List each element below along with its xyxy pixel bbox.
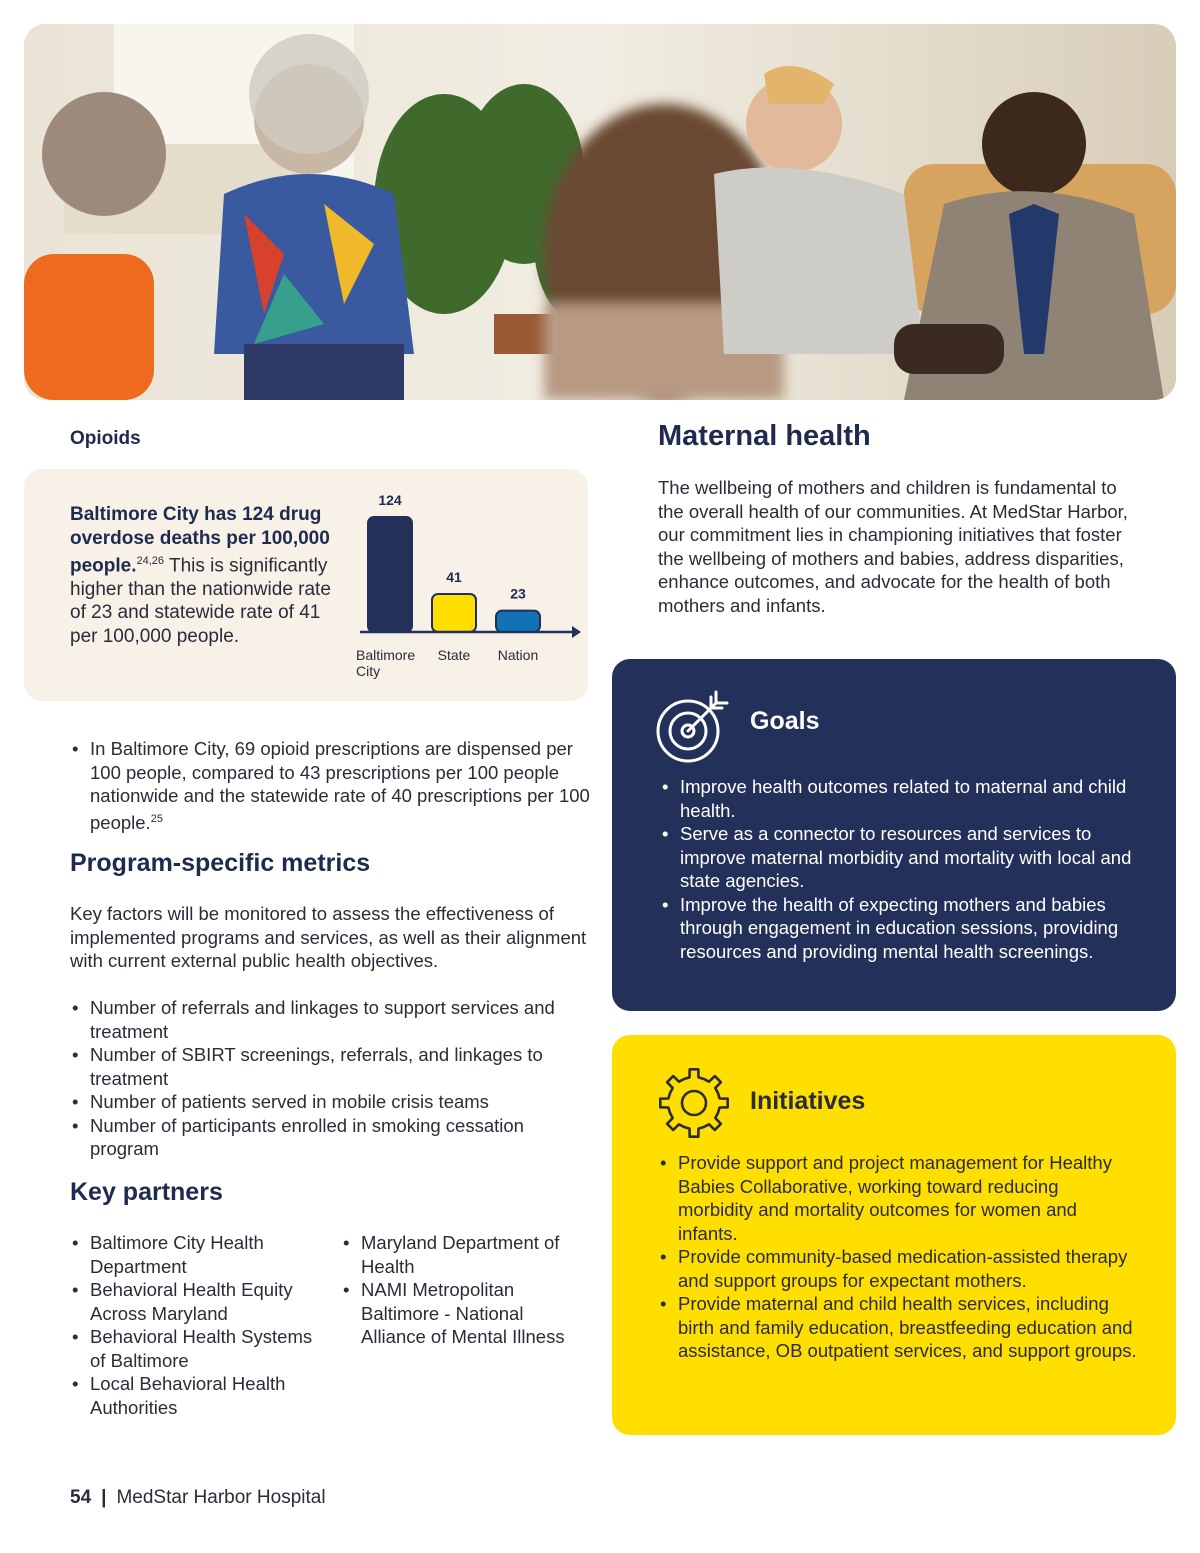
list-item: • Serve as a connector to resources and services to improve maternal morbidity and mortality with local and state agencies. [660,822,1140,893]
data-label-2: 23 [510,585,526,602]
target-icon [656,689,732,765]
footer-org: MedStar Harbor Hospital [116,1487,326,1508]
stat-citation: 24,26 [136,555,165,567]
initiatives-title: Initiatives [750,1087,866,1115]
list-item: • Provide maternal and child health services, including birth and family education, breastfeeding education and assistance, OB outpatient services, and support groups. [658,1292,1138,1363]
section-label-opioids: Opioids [70,428,141,449]
list-item: • Number of SBIRT screenings, referrals, and linkages to treatment [70,1043,590,1090]
list-item: • Number of participants enrolled in smoking cessation program [70,1114,590,1161]
category-label-0: Baltimore City [356,647,416,679]
initiatives-list [658,1151,1138,1363]
bar-1 [432,594,476,632]
list-item: • Improve the health of expecting mothers and babies through engagement in education sessions, providing resources and providing mental health screenings. [660,893,1140,964]
category-label-1: State [437,647,471,663]
initiatives-card [612,1035,1176,1435]
list-item: • Baltimore City Health Department [70,1231,320,1278]
key-partners-list-1 [70,1231,320,1419]
page-footer [70,1487,326,1509]
list-item: • Improve health outcomes related to maternal and child health. [660,775,1140,822]
gear-icon [656,1065,732,1141]
key-partners-list-2 [341,1231,591,1349]
page-number: 54 [70,1487,92,1508]
hero-photo [24,24,1176,400]
bar-0 [368,517,412,632]
list-item: • In Baltimore City, 69 opioid prescriptions are dispensed per 100 people, compared to 43 prescriptions per 100 people nationwide and the statewide rate of 40 prescriptions per 100 people.$^{25}$ [70,737,590,834]
bar-2 [496,611,540,632]
list-item: • Number of referrals and linkages to support services and treatment [70,996,590,1043]
opioids-stat-card [24,469,588,701]
maternal-health-title: Maternal health [658,420,871,452]
x-axis-arrow-icon [572,626,581,638]
list-item: • Maryland Department of Health [341,1231,591,1278]
list-item: • Behavioral Health Systems of Baltimore [70,1325,320,1372]
key-partners-title: Key partners [70,1178,223,1206]
list-item: • Number of patients served in mobile crisis teams [70,1090,590,1114]
list-item: • Provide support and project management for Healthy Babies Collaborative, working toward reducing morbidity and mortality outcomes for women and infants. [658,1151,1138,1245]
list-item: • Behavioral Health Equity Across Maryland [70,1278,320,1325]
opioids-bullets [70,737,590,834]
program-metrics-intro: Key factors will be monitored to assess the effectiveness of implemented programs and services, as well as their alignment with current external public health objectives. [70,903,587,971]
stat-bold: Baltimore City has 124 drug overdose deaths per 100,000 people. [70,504,330,577]
goals-card [612,659,1176,1011]
goals-title: Goals [750,707,820,735]
list-item: • NAMI Metropolitan Baltimore - National Alliance of Mental Illness [341,1278,591,1349]
list-item: • Local Behavioral Health Authorities [70,1372,320,1419]
goals-list [660,775,1140,963]
data-label-1: 41 [446,568,462,585]
maternal-health-intro: The wellbeing of mothers and children is fundamental to the overall health of our communities. At MedStar Harbor, our commitment lies in championing initiatives that foster the wellbeing of mothers and babies, address disparities, enhance outcomes, and advocate for the health of both mothers and infants. [658,477,1128,616]
category-label-2: Nation [497,647,539,663]
bullet-citation: 25 [150,812,163,825]
data-label-0: 124 [378,492,402,508]
overdose-bar-chart [350,487,590,687]
list-item: • Provide community-based medication-assisted therapy and support groups for expectant mothers. [658,1245,1138,1292]
footer-separator: | [101,1487,107,1508]
group-support-session-photo [24,24,1176,400]
program-metrics-title: Program-specific metrics [70,849,371,877]
stat-rest: This is significantly higher than the nationwide rate of 23 and statewide rate of 41 per 100,000 people. [70,555,331,647]
opioids-stat-text [70,503,332,648]
program-metrics-list [70,996,590,1161]
